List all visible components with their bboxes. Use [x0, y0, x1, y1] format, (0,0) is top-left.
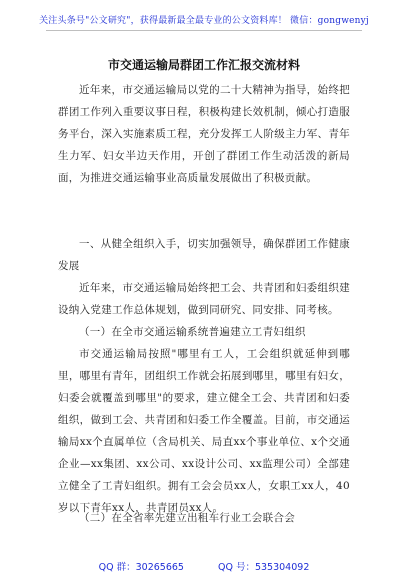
qq-group-number: QQ 群：30265665 — [98, 562, 184, 573]
document-body — [58, 79, 350, 189]
subsection-2-heading: （二）在全省率先建立出租车行业工会联合会 — [79, 512, 295, 524]
subsection-block — [58, 321, 350, 343]
section-block — [58, 233, 350, 277]
document-title: 市交通运输局群团工作汇报交流材料 — [107, 58, 300, 72]
header-note: 关注头条号"公文研究"，获得最新最全最专业的公文资料库！ 微信：gongwenyj — [39, 16, 369, 26]
header-divider — [46, 30, 362, 31]
subsection-block — [58, 343, 350, 519]
section-1-heading: 一、从健全组织入手，切实加强领导，确保群团工作健康发展 — [58, 238, 350, 272]
qq-number: QQ 号：535304092 — [217, 562, 310, 573]
section-1-paragraph: 近年来，市交通运输局始终把工会、共青团和妇委组织建设纳入党建工作总体规划，做到同研究、同安排、同考核。 — [58, 282, 350, 316]
footer-contacts — [0, 559, 408, 573]
subsection-block — [58, 507, 350, 529]
section-block — [58, 277, 350, 321]
intro-paragraph: 近年来，市交通运输局以党的二十大精神为指导，始终把群团工作列入重要议事日程，积极构建长效机制，倾心打造服务平台，深入实施素质工程，充分发挥工人阶级主力军、青年生力军、妇女半边天作用，开创了群团工作生动活泼的新局面，为推进交通运输事业高质量发展做出了积极贡献。 — [58, 84, 350, 184]
subsection-1-paragraph: 市交通运输局按照"哪里有工人，工会组织就延伸到哪里，哪里有青年，团组织工作就会拓展到哪里，哪里有妇女，妇委会就覆盖到哪里"的要求，建立健全工会、共青团和妇委组织，做到工会、共青团和妇委工作全覆盖。目前，市交通运输局xx个直属单位（含局机关、局直xx个事业单位、x个交通企业—xx集团、xx公司、xx设计公司、xx监理公司）全部建立健全了工青妇组织。拥有工会会员xx人，女职工xx人，40岁以下青年xx人，共青团员xx人。 — [58, 348, 350, 514]
subsection-1-heading: （一）在全市交通运输系统普遍建立工青妇组织 — [79, 326, 306, 338]
